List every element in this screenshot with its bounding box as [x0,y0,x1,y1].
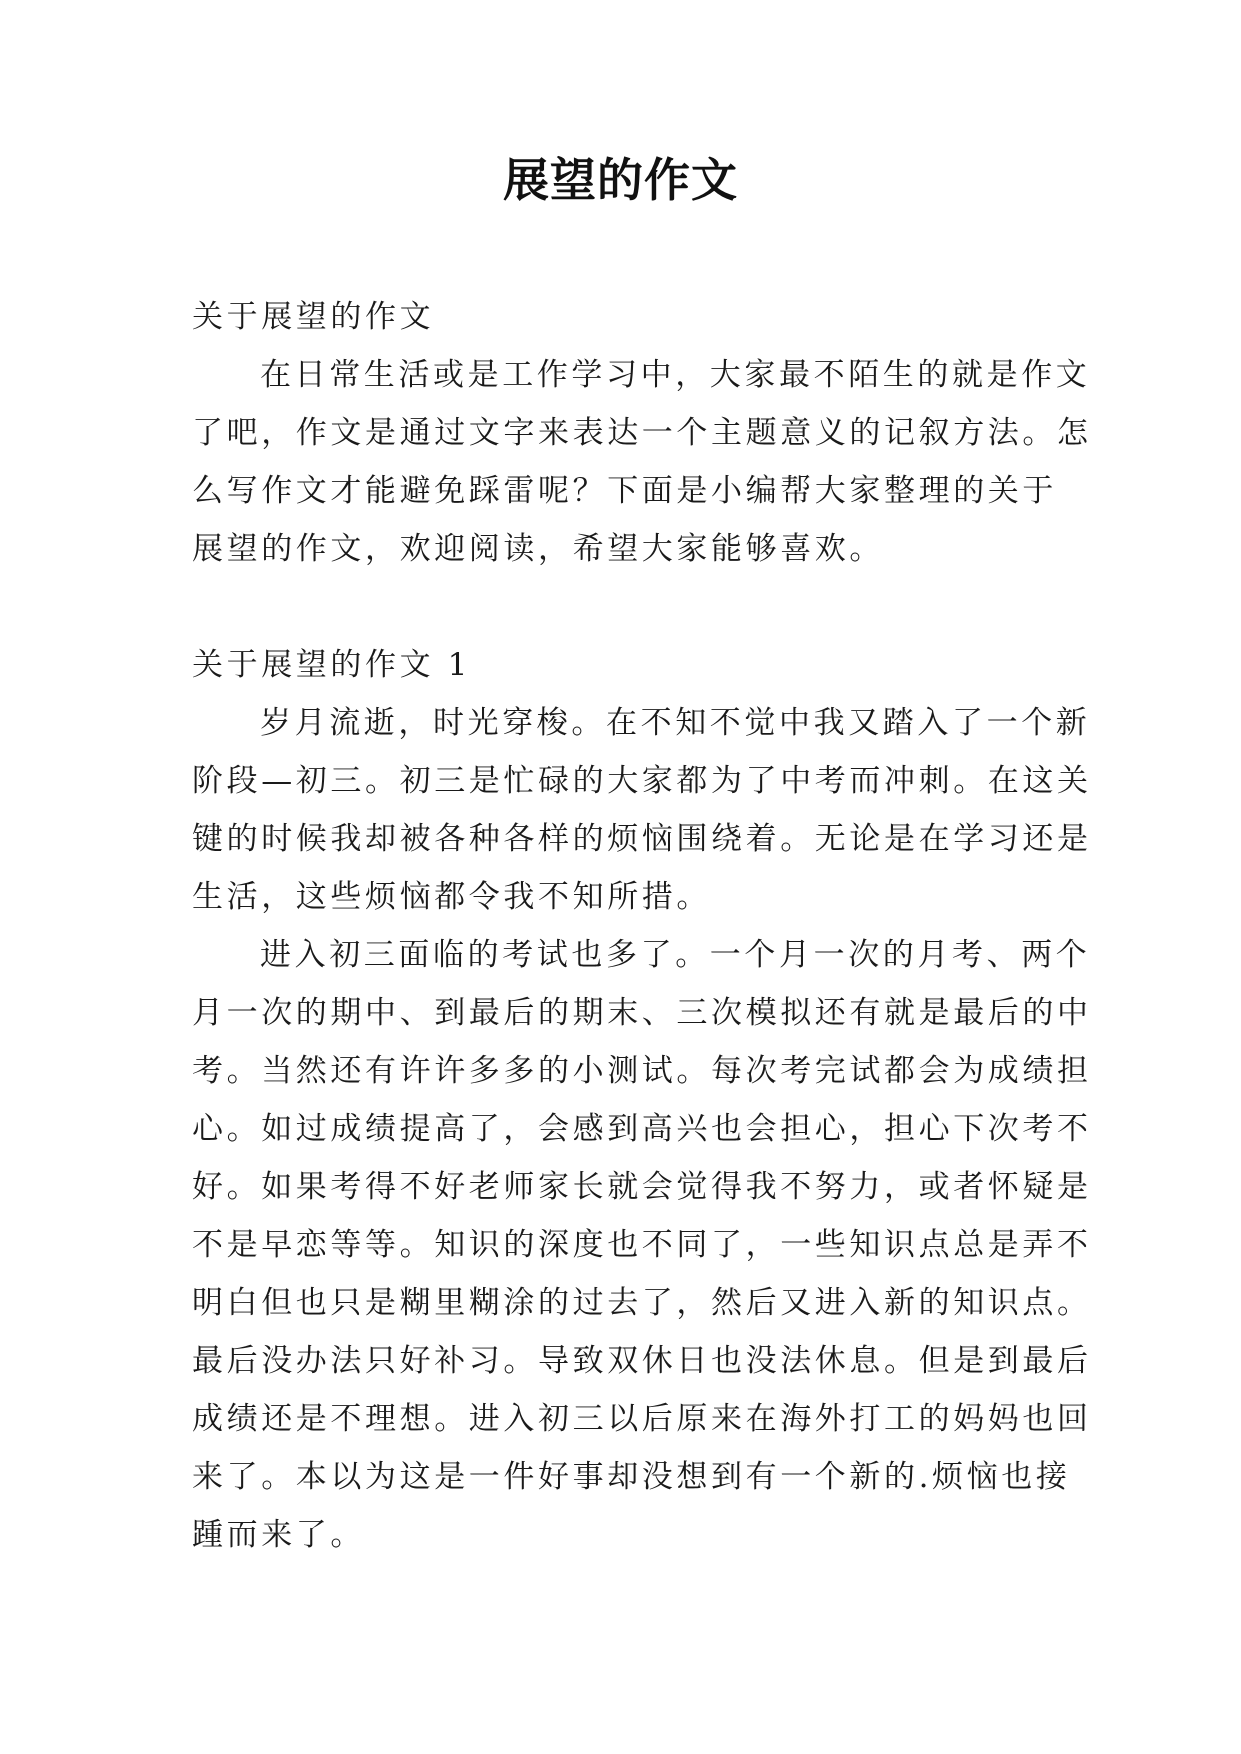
section1-heading: 关于展望的作文 1 [192,647,471,683]
paragraph-line: 考。当然还有许许多多的小测试。每次考完试都会为成绩担 [192,1053,1092,1089]
intro-line: 了吧，作文是通过文字来表达一个主题意义的记叙方法。怎 [192,415,1092,451]
intro-line: 展望的作文，欢迎阅读，希望大家能够喜欢。 [192,531,884,567]
paragraph-line: 生活，这些烦恼都令我不知所措。 [192,879,711,915]
intro-line: 么写作文才能避免踩雷呢？下面是小编帮大家整理的关于 [192,473,1057,509]
paragraph-line: 键的时候我却被各种各样的烦恼围绕着。无论是在学习还是 [192,821,1092,857]
paragraph-line: 阶段—初三。初三是忙碌的大家都为了中考而冲刺。在这关 [192,763,1092,799]
paragraph-line: 月一次的期中、到最后的期末、三次模拟还有就是最后的中 [192,995,1092,1031]
intro-heading: 关于展望的作文 [192,299,435,335]
document-title: 展望的作文 [503,153,738,207]
document-body [192,288,1092,1564]
intro-line: 在日常生活或是工作学习中，大家最不陌生的就是作文 [260,357,1091,393]
paragraph-line: 成绩还是不理想。进入初三以后原来在海外打工的妈妈也回 [192,1401,1092,1437]
paragraph-line: 来了。本以为这是一件好事却没想到有一个新的.烦恼也接 [192,1459,1071,1495]
section-gap [192,578,1062,636]
paragraph-line: 进入初三面临的考试也多了。一个月一次的月考、两个 [260,937,1091,973]
paragraph-line: 踵而来了。 [192,1517,365,1553]
paragraph-line: 不是早恋等等。知识的深度也不同了，一些知识点总是弄不 [192,1227,1092,1263]
paragraph-line: 心。如过成绩提高了，会感到高兴也会担心，担心下次考不 [192,1111,1092,1147]
paragraph-line: 明白但也只是糊里糊涂的过去了，然后又进入新的知识点。 [192,1285,1092,1321]
intro-paragraph [192,346,1092,578]
paragraph-line: 好。如果考得不好老师家长就会觉得我不努力，或者怀疑是 [192,1169,1092,1205]
section1-paragraph-2 [192,926,1092,1564]
paragraph-line: 岁月流逝，时光穿梭。在不知不觉中我又踏入了一个新 [260,705,1091,741]
paragraph-line: 最后没办法只好补习。导致双休日也没法休息。但是到最后 [192,1343,1092,1379]
section1-paragraph-1 [192,694,1092,926]
